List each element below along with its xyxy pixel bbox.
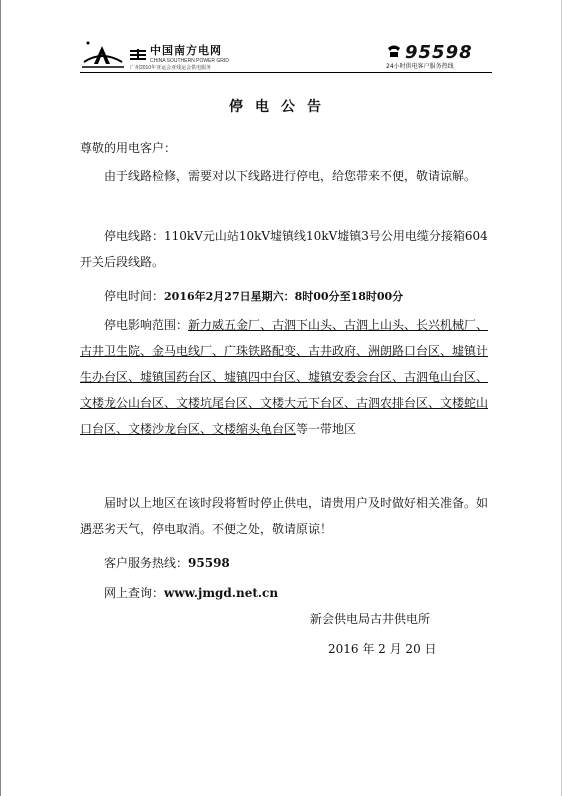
grid-mark-icon xyxy=(130,45,146,56)
affected-area-suffix: 等一带地区 xyxy=(296,422,357,436)
para-outage-line: 停电线路：110kV元山站10kV墟镇线10kV墟镇3号公用电缆分接箱604开关后段线路。 xyxy=(80,229,488,269)
para-affected-area xyxy=(80,312,496,442)
issue-date: 2016 年 2 月 20 日 xyxy=(328,642,437,656)
grid-name-en: CHINA SOUTHERN POWER GRID xyxy=(150,58,229,64)
slogan-line: 广州2010年亚运会亚残运会供电服务 xyxy=(130,65,212,71)
page-left-edge xyxy=(0,0,1,796)
grid-name: 中国南方电网 xyxy=(150,44,222,57)
hotline-subtitle: 24小时供电客户服务热线 xyxy=(386,63,454,70)
affected-area-list: 新力威五金厂、古泗下山头、古泗上山头、长兴机械厂、古井卫生院、金马电线厂、广珠铁路配变、古井政府、洲朗路口台区、墟镇计生办台区、墟镇国药台区、墟镇四中台区、墟镇安委会台区、古泗龟山台区、文楼龙公山台区、文楼坑尾台区、文楼大元下台区、古泗农排台区、文楼蛇山口台区、文楼沙龙台区、文楼缩头龟台区 xyxy=(80,318,489,436)
issuer: 新会供电局古井供电所 xyxy=(310,612,431,626)
para-apology: 由于线路检修，需要对以下线路进行停电，给您带来不便，敬请谅解。 xyxy=(104,169,477,183)
grid-brand xyxy=(130,42,229,71)
outage-time-label: 停电时间： xyxy=(104,289,165,303)
web-label: 网上查询： xyxy=(104,586,165,600)
web-query xyxy=(80,580,496,606)
service-hotline xyxy=(80,550,496,576)
para-outage-time xyxy=(80,283,496,310)
web-url[interactable]: www.jmgd.net.cn xyxy=(164,586,279,600)
service-number: 95598 xyxy=(188,556,230,570)
notice-title: 停电公告 xyxy=(229,99,333,115)
csg-logo-icon xyxy=(80,40,126,76)
para-notice: 届时以上地区在该时段将暂时停止供电，请贵用户及时做好相关准备。如遇恶劣天气，停电取消。不便之处，敬请原谅！ xyxy=(80,496,489,536)
outage-time-value: 2016年2月27日星期六：8时00分至18时00分 xyxy=(164,290,404,303)
salutation: 尊敬的用电客户： xyxy=(80,141,177,155)
phone-icon xyxy=(386,43,402,63)
affected-area-label: 停电影响范围： xyxy=(104,318,189,332)
service-label: 客户服务热线： xyxy=(104,556,189,570)
hotline-number: 95598 xyxy=(405,42,473,63)
hotline-block xyxy=(386,42,473,70)
header-divider xyxy=(80,72,492,73)
